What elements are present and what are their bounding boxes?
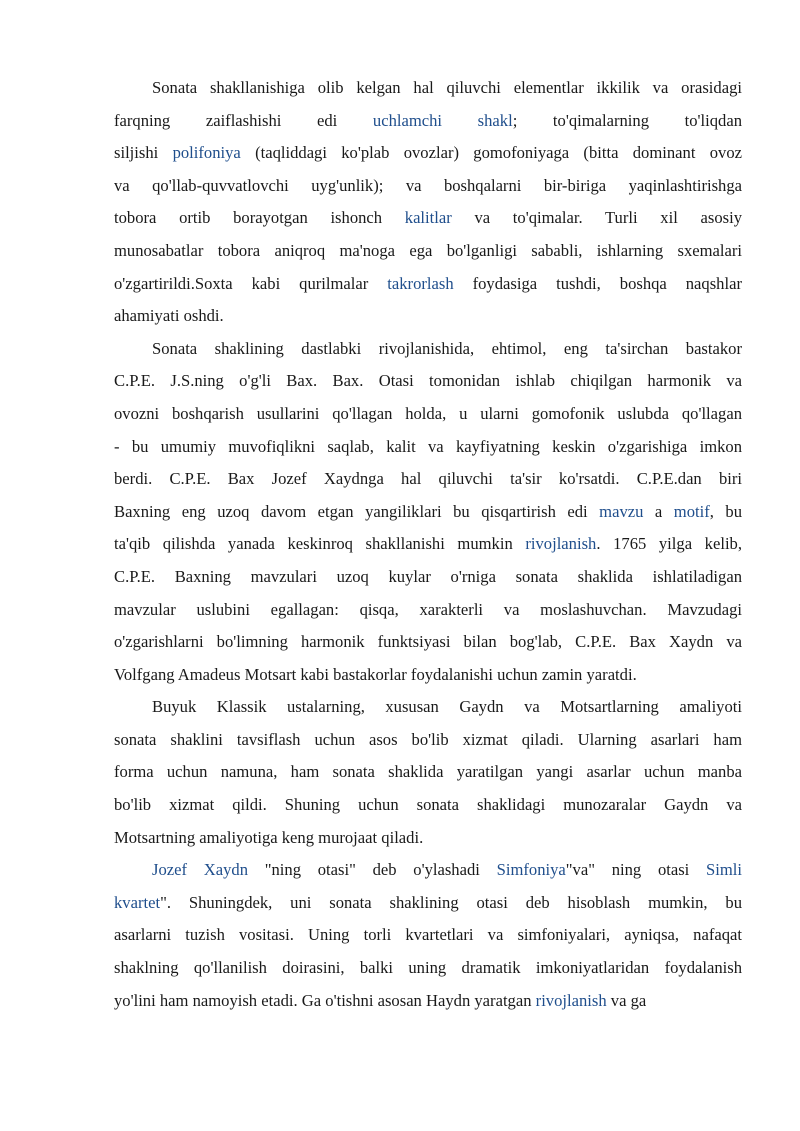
hyperlink[interactable]: Simfoniya <box>496 860 566 880</box>
text-segment: foydasiga tushdi, boshqa naqshlar <box>453 273 742 293</box>
text-segment: o'zgartirildi.Soxta kabi qurilmalar <box>114 273 388 293</box>
text-line <box>114 72 742 105</box>
paragraph <box>114 72 742 333</box>
text-line <box>114 105 742 138</box>
text-segment: mavzular uslubini egallagan: qisqa, xarakterli va moslashuvchan. Mavzudagi <box>114 599 742 619</box>
text-line <box>114 202 742 235</box>
text-segment: "va" ning otasi <box>565 860 707 880</box>
text-segment: Sonata shakllanishiga olib kelgan hal qiluvchi elementlar ikkilik va orasidagi <box>152 78 742 97</box>
document-page <box>114 72 742 1017</box>
text-segment: shaklning qo'llanilish doirasini, balki uning dramatik imkoniyatlaridan foydalanish <box>114 958 742 978</box>
hyperlink[interactable]: mavzu <box>599 501 644 521</box>
text-line <box>114 952 742 985</box>
text-line <box>114 789 742 822</box>
text-segment: sonata shaklini tavsiflash uchun asos bo'lib xizmat qiladi. Ularning asarlari ham <box>114 729 742 749</box>
text-segment: forma uchun namuna, ham sonata shaklida yaratilgan yangi asarlar uchun manba <box>114 762 742 782</box>
hyperlink[interactable]: rivojlanish <box>535 990 607 1010</box>
text-segment: - bu umumiy muvofiqlikni saqlab, kalit va kayfiyatning keskin o'zgarishiga imkon <box>114 436 742 456</box>
hyperlink[interactable]: takrorlash <box>387 273 454 293</box>
text-segment: ahamiyati oshdi. <box>114 306 224 326</box>
text-segment: (taqliddagi ko'plab ovozlar) gomofoniyaga (bitta dominant ovoz <box>240 143 742 163</box>
text-line <box>114 561 742 594</box>
text-line <box>114 919 742 952</box>
text-line <box>114 496 742 529</box>
hyperlink[interactable]: rivojlanish <box>525 534 597 554</box>
text-line <box>114 985 742 1018</box>
text-line <box>114 594 742 627</box>
text-line <box>114 691 742 724</box>
paragraph <box>114 333 742 692</box>
text-line <box>114 724 742 757</box>
text-segment: berdi. C.P.E. Bax Jozef Xaydnga hal qiluvchi ta'sir ko'rsatdi. C.P.E.dan biri <box>114 469 742 489</box>
text-line <box>114 626 742 659</box>
text-line <box>114 431 742 464</box>
text-line <box>114 659 742 692</box>
text-line <box>114 365 742 398</box>
text-segment: va to'qimalar. Turli xil asosiy <box>451 208 742 228</box>
text-segment: va qo'llab-quvvatlovchi uyg'unlik); va boshqalarni bir-biriga yaqinlashtirishga <box>114 175 742 195</box>
hyperlink[interactable]: kalitlar <box>404 208 452 228</box>
text-line <box>114 822 742 855</box>
text-segment: Motsartning amaliyotiga keng murojaat qiladi. <box>114 827 424 847</box>
text-segment: a <box>643 501 674 521</box>
text-segment: munosabatlar tobora aniqroq ma'noga ega bo'lganligi sababli, ishlarning sxemalari <box>114 240 742 260</box>
text-segment: siljishi <box>114 143 173 163</box>
text-line <box>114 137 742 170</box>
text-line <box>114 463 742 496</box>
text-line <box>114 854 742 887</box>
text-line <box>114 268 742 301</box>
text-segment: C.P.E. J.S.ning o'g'li Bax. Bax. Otasi tomonidan ishlab chiqilgan harmonik va <box>114 371 742 391</box>
text-segment: "ning otasi" deb o'ylashadi <box>248 860 497 880</box>
text-segment: Sonata shaklining dastlabki rivojlanishida, ehtimol, eng ta'sirchan bastakor <box>152 338 742 358</box>
text-segment: ". Shuningdek, uni sonata shaklining otasi deb hisoblash mumkin, bu <box>160 892 742 912</box>
hyperlink[interactable]: polifoniya <box>172 143 241 163</box>
text-segment: Volfgang Amadeus Motsart kabi bastakorlar foydalanishi uchun zamin yaratdi. <box>114 664 637 684</box>
text-line <box>114 333 742 366</box>
text-line <box>114 528 742 561</box>
text-line <box>114 398 742 431</box>
text-segment: ovozni boshqarish usullarini qo'llagan holda, u ularni gomofonik uslubda qo'llagan <box>114 403 742 423</box>
text-segment: va ga <box>606 990 647 1010</box>
hyperlink[interactable]: uchlamchi shakl <box>372 110 513 130</box>
text-line <box>114 756 742 789</box>
text-line <box>114 170 742 203</box>
text-line <box>114 887 742 920</box>
text-segment: Buyuk Klassik ustalarning, xususan Gaydn va Motsartlarning amaliyoti <box>152 697 742 717</box>
text-segment: farqning zaiflashishi edi <box>114 110 373 130</box>
text-segment: ta'qib qilishda yanada keskinroq shakllanishi mumkin <box>114 534 526 554</box>
text-segment: ; to'qimalarning to'liqdan <box>512 110 742 130</box>
text-segment: asarlarni tuzish vositasi. Uning torli kvartetlari va simfoniyalari, ayniqsa, nafaqat <box>114 925 742 945</box>
paragraph <box>114 691 742 854</box>
text-line <box>114 300 742 333</box>
hyperlink[interactable]: motif <box>673 501 710 521</box>
text-segment: . 1765 yilga kelib, <box>596 534 742 554</box>
hyperlink[interactable]: Jozef Xaydn <box>152 860 248 880</box>
hyperlink[interactable]: kvartet <box>114 892 161 912</box>
text-segment: yo'lini ham namoyish etadi. Ga o'tishni asosan Haydn yaratgan <box>114 990 536 1010</box>
text-segment: bo'lib xizmat qildi. Shuning uchun sonata shaklidagi munozaralar Gaydn va <box>114 795 742 815</box>
text-segment: tobora ortib borayotgan ishonch <box>114 208 405 228</box>
text-segment: o'zgarishlarni bo'limning harmonik funktsiyasi bilan bog'lab, C.P.E. Bax Xaydn va <box>114 632 742 652</box>
text-segment: , bu <box>709 501 743 521</box>
paragraph <box>114 854 742 1017</box>
hyperlink[interactable]: Simli <box>706 860 742 880</box>
text-segment: Baxning eng uzoq davom etgan yangiliklari bu qisqartirish edi <box>114 501 600 521</box>
text-line <box>114 235 742 268</box>
text-segment: C.P.E. Baxning mavzulari uzoq kuylar o'rniga sonata shaklida ishlatiladigan <box>114 566 742 586</box>
